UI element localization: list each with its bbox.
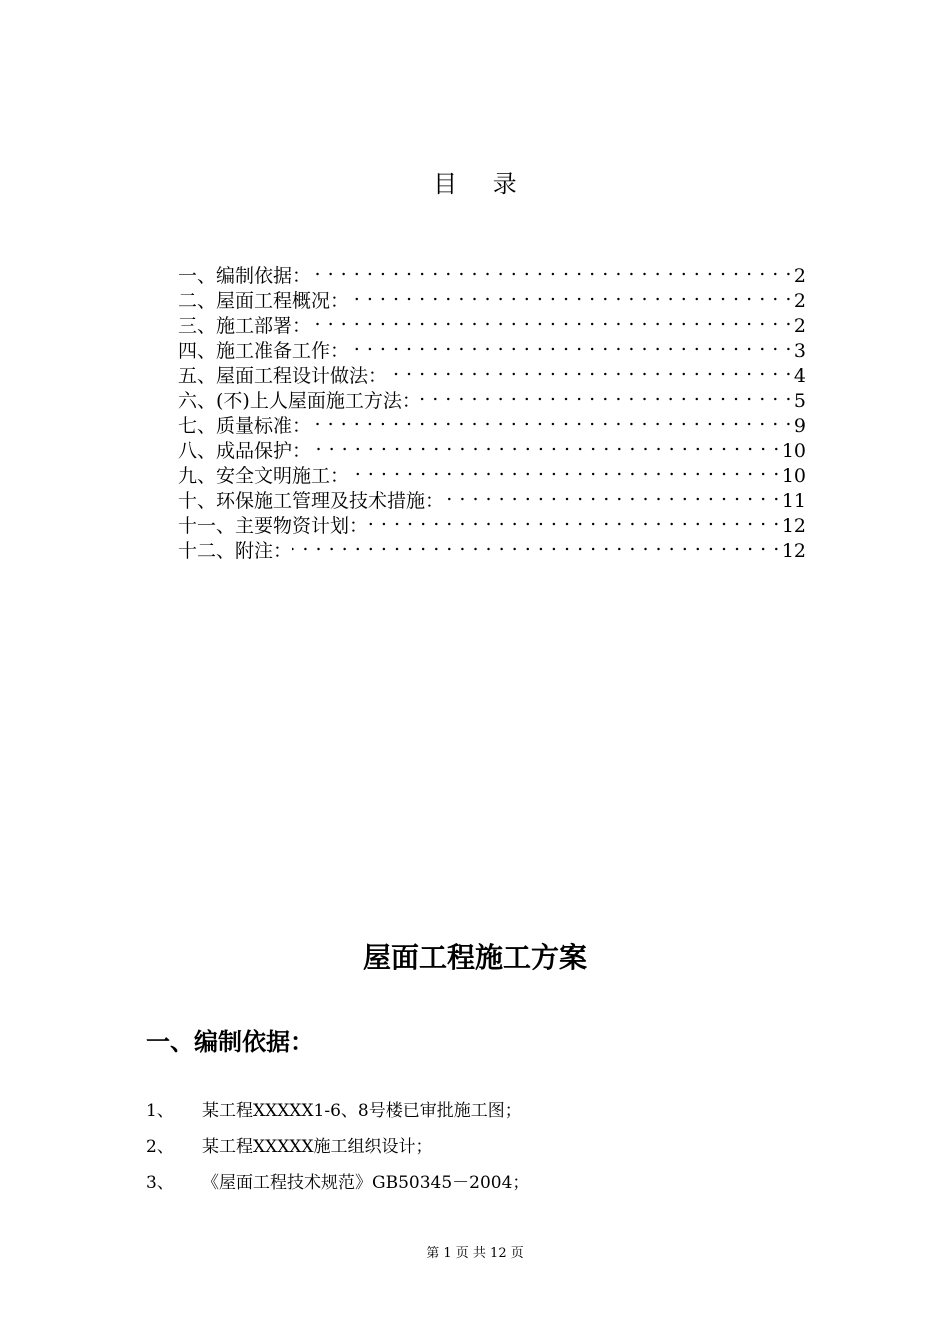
list-item bbox=[146, 1170, 846, 1206]
toc-entry-label: 十一、主要物资计划： bbox=[178, 515, 369, 537]
toc-entry-label: 七、质量标准： bbox=[178, 415, 312, 437]
toc-entry-page: 10 bbox=[781, 440, 806, 462]
toc-leader-dots bbox=[349, 457, 780, 482]
toc-entry-page: 2 bbox=[793, 290, 806, 312]
toc-entry[interactable] bbox=[178, 257, 806, 287]
toc-entry-page: 11 bbox=[781, 490, 806, 512]
list-item-number: 2、 bbox=[146, 1137, 174, 1157]
basis-list bbox=[146, 1098, 846, 1206]
toc-entry-label: 二、屋面工程概况： bbox=[178, 290, 350, 312]
document-title: 屋面工程施工方案 bbox=[362, 941, 587, 974]
toc-leader-dots bbox=[349, 282, 792, 307]
toc-entry-label: 一、编制依据： bbox=[178, 265, 312, 287]
list-item bbox=[146, 1098, 846, 1134]
toc-entry-label: 八、成品保护： bbox=[178, 440, 312, 462]
list-item-text: 《屋面工程技术规范》GB50345－2004； bbox=[202, 1173, 530, 1193]
list-item bbox=[146, 1134, 846, 1170]
toc-entry-page: 10 bbox=[781, 465, 806, 487]
toc-entry-page: 12 bbox=[781, 540, 806, 562]
toc-entry-page: 2 bbox=[793, 265, 806, 287]
section-heading: 一、编制依据： bbox=[146, 1028, 314, 1056]
page-footer: 第 1 页 共 12 页 bbox=[426, 1246, 524, 1261]
toc-entry-label: 四、施工准备工作： bbox=[178, 340, 350, 362]
list-item-text: 某工程XXXXX1-6、8号楼已审批施工图； bbox=[202, 1101, 522, 1121]
toc-leader-dots bbox=[368, 507, 780, 532]
toc-entry-label: 九、安全文明施工： bbox=[178, 465, 350, 487]
toc-entry-page: 9 bbox=[793, 415, 806, 437]
list-item-number: 1、 bbox=[146, 1101, 174, 1121]
toc-leader-dots bbox=[292, 532, 780, 557]
toc-entry-page: 4 bbox=[793, 365, 806, 387]
toc-leader-dots bbox=[387, 357, 792, 382]
toc-leader-dots bbox=[421, 382, 792, 407]
toc-leader-dots bbox=[444, 482, 780, 507]
toc-entry-page: 3 bbox=[793, 340, 806, 362]
toc-leader-dots bbox=[311, 432, 780, 457]
toc-entry-page: 5 bbox=[793, 390, 806, 412]
toc-entry-label: 五、屋面工程设计做法： bbox=[178, 365, 388, 387]
toc-entry-label: 十二、附注： bbox=[178, 540, 293, 562]
toc-leader-dots bbox=[311, 307, 792, 332]
toc-entry-label: 十、环保施工管理及技术措施： bbox=[178, 490, 445, 512]
toc-entry-label: 三、施工部署： bbox=[178, 315, 312, 337]
list-item-number: 3、 bbox=[146, 1173, 174, 1193]
toc-leader-dots bbox=[349, 332, 792, 357]
toc-entry-page: 12 bbox=[781, 515, 806, 537]
list-item-text: 某工程XXXXX施工组织设计； bbox=[202, 1137, 433, 1157]
toc-title: 目 录 bbox=[433, 170, 531, 198]
toc-leader-dots bbox=[311, 407, 792, 432]
toc-leader-dots bbox=[311, 257, 792, 282]
toc-entry-page: 2 bbox=[793, 315, 806, 337]
table-of-contents bbox=[178, 257, 806, 562]
toc-entry-label: 六、(不)上人屋面施工方法： bbox=[178, 390, 421, 412]
